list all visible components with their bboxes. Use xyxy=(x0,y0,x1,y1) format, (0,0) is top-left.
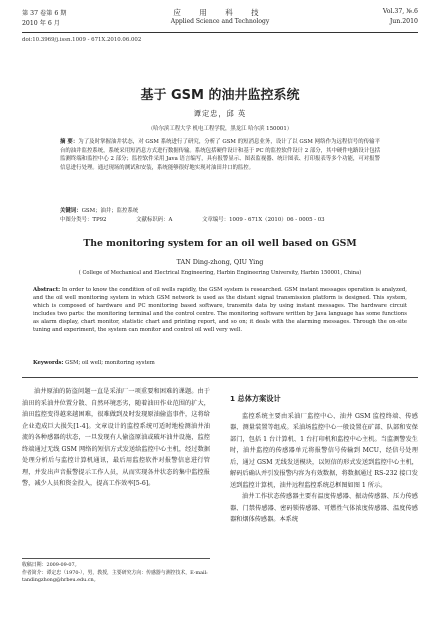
running-header xyxy=(22,6,418,33)
right-column xyxy=(230,386,418,526)
paper-title-en: The monitoring system for an oil well based on GSM xyxy=(83,238,357,249)
issue-date-cn: 2010 年 6 月 xyxy=(22,20,60,27)
affiliation-en: ( College of Mechanical and Electrical Engineering, Harbin Engineering University, Harbin 150001, China) xyxy=(78,270,362,276)
intro-paragraph: 油井原油的防盗问题一直是采油厂一项重要和困难的课题。由于油田的采油井位置分散、自然环境恶劣，随着油田作业范围的扩大，油田监控变得越来越困难，很难做到及时发现原油偷盗事件，这将给企业造成巨大损失[1-4]。文章设计的监控系统可适时地检测油井油流的各种感器的状态，一旦发现有人偷盗原油或破坏油井设施，监控终端通过无线 GSM 网络的短信方式发送给监控中心主机，经过数据处理分析后与监控计算机通讯，最后用监控软件对报警信息进行管理，并发出声音报警提示工作人员，从而实现各井状态的集中监控报警，减少人员和资金投入，提高工作效率[5-6]。 xyxy=(22,388,210,487)
clc-number: 中图分类号：TP92 xyxy=(60,217,107,223)
received-date: 收稿日期：2009-09-07。 xyxy=(22,562,80,568)
keywords-en xyxy=(33,360,407,366)
affiliation-cn: （哈尔滨工程大学 机电工程学院，黑龙江 哈尔滨 150001） xyxy=(147,126,293,132)
section-1-heading: 1 总体方案设计 xyxy=(230,394,281,403)
keywords-cn xyxy=(60,206,380,214)
section-divider xyxy=(22,377,418,378)
abstract-cn-text: 为了及时掌握油井状态，对 GSM 系统进行了研究，分析了 GSM 的短消息业务，设计了以 GSM 网络作为远程信号的传输平台的油井监控系统，系统采用短消息方式进行数据传输。系统包括硬件设计和基于 PC 的监控软件设计 2 部分，其中硬件电路设计包括监测终端和监控中心 2 部分；监控软件采用 Java 语言编写，具有报警显示、图表监视器、统计图表、打印报表等多个功能，可对报警信息进行处理。通过现场的测试和安装，系统能够很好地实现对油田井口的监控。 xyxy=(60,139,380,171)
classification-line xyxy=(60,215,410,223)
volume-issue-en: Vol.37, №.6 xyxy=(382,8,418,15)
abstract-en-text: In order to know the condition of oil wells rapidly, the GSM system is researched. GSM instant messages operation is analyzed, and the oil well monitoring system in which GSM network is used as the distant signal transmission platform is designed. This system, which is composed of hardware and PC monitoring based software, transmits data by using instant messages. The hardware circuit includes two parts: the monitoring terminal and the control centre. The monitoring software written by Java language has some functions as alarm display, chart monitor, statistic chart and printing report, and so on; it deals with the alarming messages. Through the on-site tuning and experiment, the system can monitor and control oil well very well. xyxy=(33,287,407,334)
volume-issue: 第 37 卷第 6 期 xyxy=(22,10,67,17)
document-code: 文献标识码：A xyxy=(136,217,173,223)
section-1-paragraph-1: 监控系统主要由采油厂监控中心、油井 GSM 监控终端、传感器、测量装置等组成。采油场监控中心一般设置在矿部、队部和安保部门，包括 1 台计算机、1 台打印机和监控中心主机。当监测警发生时，油井监控的传感器单元将报警信号传输到 MCU，经信号处理后，通过 GSM 无线发送模块，以短信的形式发送到监控中心主机，解码后确认并引发报警内容为有效数据，将数据通过 RS-232 接口发送到监控计算机，油井远程监控系统总框图如图 1 所示。 xyxy=(230,412,418,489)
keywords-cn-label: 关键词： xyxy=(60,208,82,214)
left-column xyxy=(22,386,210,490)
paper-title-cn: 基于 GSM 的油井监控系统 xyxy=(140,88,300,103)
keywords-en-text: GSM; oil well; monitoring system xyxy=(65,360,155,366)
journal-name-cn: 应 用 科 技 xyxy=(173,8,267,17)
abstract-en xyxy=(33,286,407,335)
abstract-en-label: Abstract: xyxy=(33,287,61,293)
journal-name-en: Applied Science and Technology xyxy=(170,18,270,25)
keywords-en-label: Keywords: xyxy=(33,360,64,366)
abstract-cn-label: 摘 要： xyxy=(60,139,79,145)
authors-cn: 谭定忠，邱 英 xyxy=(193,109,247,118)
author-bio: 作者简介：谭定忠（1970-），男，教授，主要研究方向：传感器与测控技术，E-mail: tandingzhong@hrbeu.edu.cn。 xyxy=(22,569,208,583)
keywords-cn-text: GSM；油井；监控系统 xyxy=(81,208,139,214)
authors-en: TAN Ding-zhong, QIU Ying xyxy=(176,258,264,266)
section-1-paragraph-2: 油井工作状态传感器主要有温度传感器、振动传感器、压力传感器、门禁传感器、密码锁传感器、可燃性气体浓度传感器、温度传感器和烟体传感器。本系统 xyxy=(230,493,418,523)
footnote xyxy=(22,558,210,585)
doi: doi:10.3969/j.issn.1009 - 671X.2010.06.002 xyxy=(22,37,142,43)
abstract-cn xyxy=(60,138,380,172)
issue-date-en: Jun.2010 xyxy=(389,18,418,25)
article-number: 文章编号：1009 - 671X（2010）06 - 0005 - 03 xyxy=(202,217,325,223)
